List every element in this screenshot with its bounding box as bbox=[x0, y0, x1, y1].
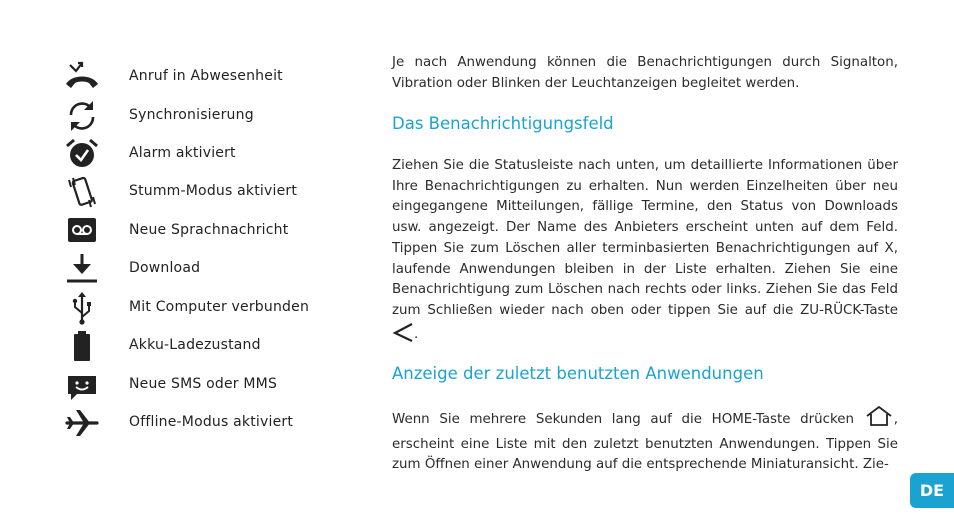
download-icon bbox=[64, 252, 100, 286]
vibrate-icon bbox=[64, 175, 100, 209]
status-icon-list bbox=[64, 0, 364, 460]
status-label: Download bbox=[129, 260, 201, 276]
alarm-clock-icon bbox=[64, 137, 100, 171]
status-row-battery bbox=[64, 329, 364, 363]
status-row-vibrate bbox=[64, 175, 364, 209]
status-row-missed-call bbox=[64, 60, 364, 94]
intro-paragraph: Je nach Anwendung können die Benachrichtigungen durch Signalton, Vibration oder Blinken der Leuchtanzeigen begleitet werden. bbox=[392, 55, 898, 91]
recent-apps-text-before: Wenn Sie mehrere Sekunden lang auf die HOME-Taste drücken bbox=[392, 412, 855, 427]
status-label: Offline-Modus aktiviert bbox=[129, 414, 294, 430]
status-label: Neue SMS oder MMS bbox=[129, 376, 278, 392]
airplane-icon bbox=[64, 406, 100, 440]
notification-panel-text: Ziehen Sie die Statusleiste nach unten, um detaillierte Informationen über Ihre Benachrichtigungen zu erhalten. Nun werden Einzelheiten über neu eingegangene Mitteilungen, fällige Termine, den Status von Downloads usw. angezeigt. Der Name des Anbieters erscheint unten auf dem Feld. Tippen Sie zum Löschen aller terminbasierten Benachrichtigungen auf X, laufende Anwendungen bleiben in der Liste erhalten. Ziehen Sie eine Benachrichtigung zum Löschen nach rechts oder links. Ziehen Sie das Feld zum Schließen wieder nach oben oder tippen Sie auf die ZU-RÜCK-Taste bbox=[392, 158, 898, 318]
status-label: Neue Sprachnachricht bbox=[129, 222, 289, 238]
status-label: Synchronisierung bbox=[129, 107, 254, 123]
notification-panel-heading: Das Benachrichtigungsfeld bbox=[392, 114, 614, 133]
intro-section bbox=[392, 53, 898, 94]
back-icon bbox=[392, 322, 414, 350]
status-label: Akku-Ladezustand bbox=[129, 337, 261, 353]
missed-call-icon bbox=[64, 60, 100, 94]
status-label: Anruf in Abwesenheit bbox=[129, 68, 283, 84]
status-row-alarm bbox=[64, 137, 364, 171]
status-row-airplane bbox=[64, 406, 364, 440]
usb-icon bbox=[64, 291, 100, 325]
status-label: Stumm-Modus aktiviert bbox=[129, 183, 298, 199]
status-row-sms bbox=[64, 368, 364, 402]
recent-apps-section bbox=[392, 405, 898, 476]
recent-apps-text-after: , erscheint eine Liste mit den zuletzt benutzten Anwendungen. Tippen Sie zum Öffnen einer Anwendung auf die entsprechende Miniaturansicht. Zie- bbox=[392, 412, 898, 473]
status-row-download bbox=[64, 252, 364, 286]
voicemail-icon bbox=[64, 214, 100, 248]
battery-icon bbox=[64, 329, 100, 363]
recent-apps-heading: Anzeige der zuletzt benutzten Anwendungen bbox=[392, 364, 764, 383]
status-row-voicemail bbox=[64, 214, 364, 248]
home-icon bbox=[864, 405, 894, 435]
status-label: Mit Computer verbunden bbox=[129, 299, 310, 315]
notification-panel-section bbox=[392, 156, 898, 349]
sms-icon bbox=[64, 368, 100, 402]
status-row-usb bbox=[64, 291, 364, 325]
sync-icon bbox=[64, 99, 100, 133]
recent-apps-paragraph bbox=[392, 405, 898, 476]
status-label: Alarm aktiviert bbox=[129, 145, 236, 161]
notification-panel-paragraph bbox=[392, 156, 898, 349]
notification-panel-end: . bbox=[414, 326, 419, 342]
language-tab: DE bbox=[910, 473, 954, 508]
status-row-sync bbox=[64, 99, 364, 133]
